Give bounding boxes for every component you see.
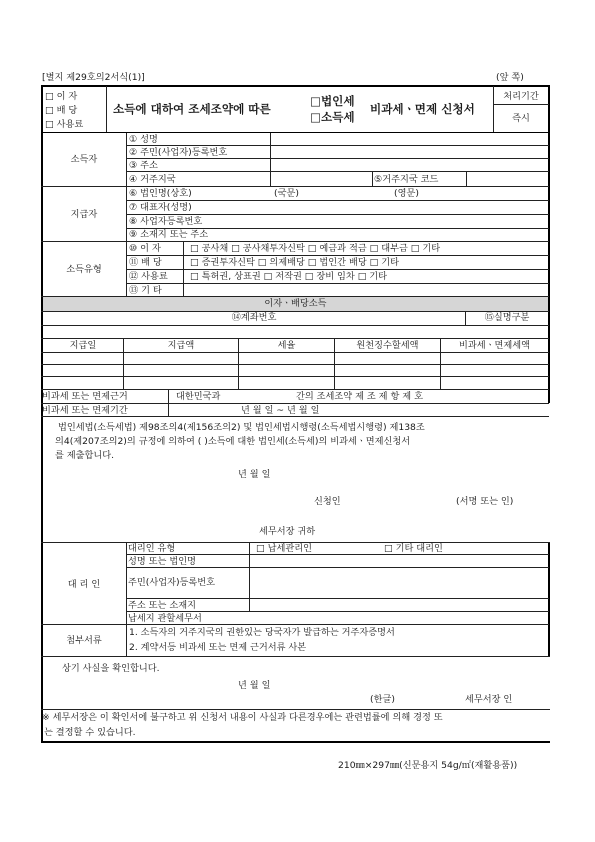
income-type-dividend-options[interactable]: □ 증권투자신탁 □ 의제배당 □ 법인간 배당 □ 기타	[190, 257, 399, 268]
form-title-a: 소득에 대하여 조세조약에 따른	[113, 102, 271, 116]
checkbox-interest[interactable]: □ 이 자	[45, 91, 78, 102]
field-representative-label: ⑦ 대표자(성명)	[129, 202, 192, 213]
income-type-dividend-label: ⑪ 배 당	[129, 257, 162, 268]
confirmation-text: 상기 사실을 확인합니다.	[62, 663, 160, 674]
page-side-label: (앞 쪽)	[496, 72, 524, 83]
interest-dividend-title: 이자ㆍ배당소득	[264, 298, 327, 309]
col-withholding-tax: 원천징수할세액	[356, 340, 419, 351]
col-payment-date: 지급일	[69, 340, 97, 351]
statement-line-1: 법인세법(소득세법) 제98조의4(제156조의2) 및 법인세법시행령(소득세법시행령) 제138조	[58, 422, 425, 433]
income-type-royalty-options[interactable]: □ 특허권, 상표권 □ 저작권 □ 장비 임차 □ 기타	[190, 271, 388, 282]
field-corp-name-label: ⑥ 법인명(상호)	[129, 188, 192, 199]
seal-label: (한글)	[370, 694, 395, 705]
exemption-period-text: 년 월 일 ~ 년 월 일	[241, 405, 320, 416]
section-payer: 지급자	[70, 209, 98, 220]
field-name-label: ① 성명	[129, 134, 158, 145]
income-earner-reg-no-field[interactable]	[271, 146, 548, 157]
paper-spec-footer: 210㎜×297㎜(신문용지 54g/㎡(재활용품))	[338, 760, 518, 771]
processing-period-value: 즉시	[512, 113, 530, 124]
real-name-type-label: ⑮실명구분	[484, 312, 530, 323]
income-type-other-label: ⑬ 기 타	[129, 285, 162, 296]
income-type-interest-options[interactable]: □ 공사채 □ 공사채투자신탁 □ 예금과 적금 □ 대부금 □ 기타	[190, 243, 441, 254]
checkbox-tax-administrator[interactable]: □ 납세관리인	[256, 543, 312, 554]
exemption-basis-text-b: 간의 조세조약 제 조 제 항 제 호	[296, 391, 423, 402]
form-title-b: 비과세ㆍ면제 신청서	[370, 102, 475, 116]
applicant-label: 신청인	[314, 496, 341, 507]
field-address-label: ③ 주소	[129, 160, 158, 171]
korean-name-label: (국문)	[274, 188, 299, 199]
checkbox-corporate-tax[interactable]: □법인세	[310, 94, 355, 108]
field-country-label: ④ 거주지국	[129, 174, 176, 185]
field-business-no-label: ⑧ 사업자등록번호	[129, 216, 203, 227]
col-exempt-tax: 비과세ㆍ면제세액	[458, 340, 530, 351]
income-type-interest-label: ⑩ 이 자	[129, 243, 161, 254]
col-payment-amount: 지급액	[167, 340, 195, 351]
statement-line-3: 를 제출합니다.	[55, 450, 115, 461]
agent-name-label: 성명 또는 법인명	[128, 556, 196, 567]
checkbox-other-agent[interactable]: □ 기타 대리인	[384, 543, 443, 554]
income-earner-name-field[interactable]	[271, 135, 548, 145]
notice-line-2: 는 결정할 수 있습니다.	[44, 727, 136, 738]
income-type-royalty-label: ⑫ 사용료	[129, 271, 168, 282]
agent-tax-office-label: 납세지 관할세무서	[128, 613, 202, 624]
addressee: 세무서장 귀하	[259, 526, 316, 537]
processing-period-label: 처리기간	[503, 91, 539, 102]
section-income-earner: 소득자	[70, 154, 98, 165]
checkbox-royalty[interactable]: □ 사용료	[45, 119, 84, 130]
statement-date: 년 월 일	[238, 469, 271, 480]
exemption-period-label: 비과세 또는 면제기간	[42, 405, 128, 416]
checkbox-income-tax[interactable]: □소득세	[310, 110, 355, 124]
attachment-item-1: 1. 소득자의 거주지국의 권한있는 당국자가 발급하는 거주자증명서	[129, 627, 395, 638]
form-number: [별지 제29호의2서식(1)]	[42, 72, 145, 83]
account-number-label: ⑭계좌번호	[231, 312, 277, 323]
section-income-type: 소득유형	[66, 264, 102, 275]
section-agent: 대 리 인	[67, 579, 101, 590]
field-location-label: ⑨ 소재지 또는 주소	[129, 229, 209, 240]
signature-label: (서명 또는 인)	[456, 496, 514, 507]
checkbox-dividend[interactable]: □ 배 당	[45, 105, 78, 116]
agent-type-label: 대리인 유형	[128, 543, 176, 554]
statement-line-2: 의4(제207조의2)의 규정에 의하여 ( )소득에 대한 법인세(소득세)의 비과세ㆍ면제신청서	[55, 436, 411, 447]
confirmation-date: 년 월 일	[238, 680, 271, 691]
tax-office-chief-seal: 세무서장 인	[465, 694, 513, 705]
attachment-item-2: 2. 계약서등 비과세 또는 면제 근거서류 사본	[129, 642, 307, 653]
notice-line-1: ※ 세무서장은 이 확인서에 불구하고 위 신청서 내용이 사실과 다른경우에는 관련법률에 의해 경정 또	[42, 712, 443, 723]
field-reg-no-label: ② 주민(사업자)등록번호	[129, 147, 228, 158]
agent-reg-no-label: 주민(사업자)등록번호	[128, 577, 216, 588]
country-code-field[interactable]	[467, 172, 548, 185]
attachments-label: 첨부서류	[66, 635, 102, 646]
agent-address-label: 주소 또는 소재지	[128, 600, 196, 611]
col-tax-rate: 세율	[277, 340, 296, 351]
income-earner-address-field[interactable]	[271, 159, 548, 170]
field-country-code-label: ⑤거주지국 코드	[374, 174, 439, 185]
exemption-basis-label: 비과세 또는 면제근거	[42, 391, 128, 402]
english-name-label: (영문)	[394, 188, 419, 199]
exemption-basis-text-a: 대한민국과	[176, 391, 221, 402]
